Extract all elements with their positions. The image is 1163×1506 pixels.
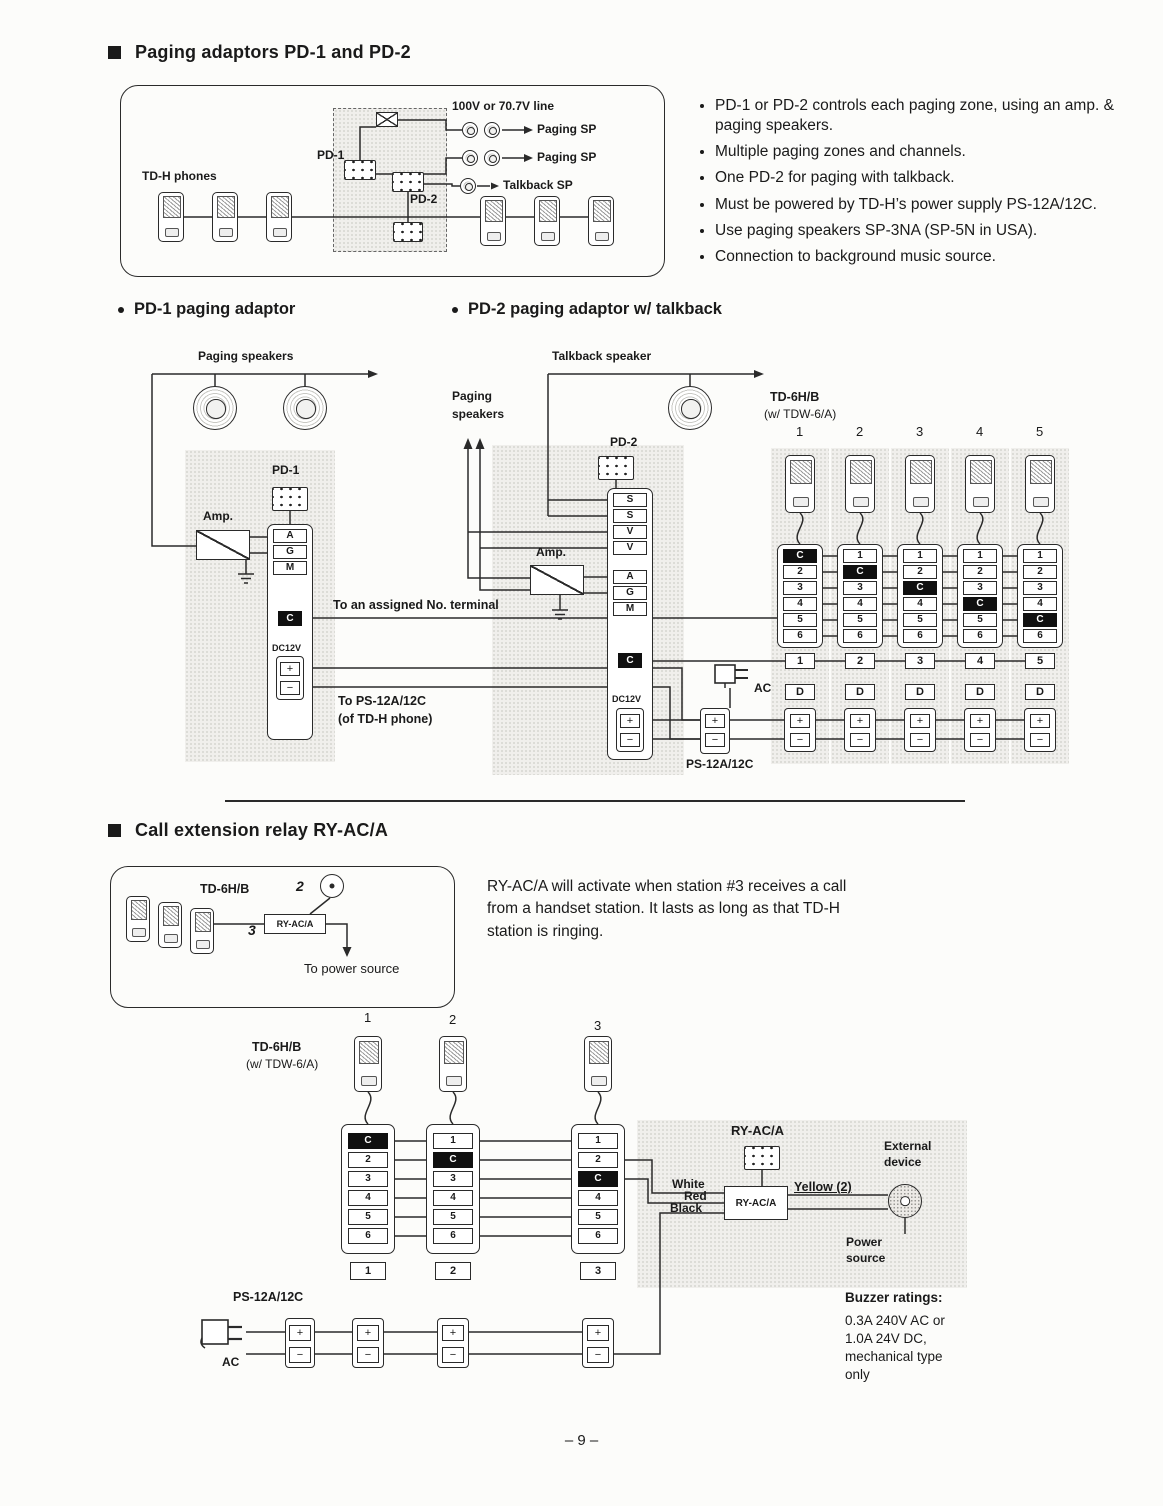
- terminal-cell: 5: [963, 613, 997, 627]
- section-title: Paging adaptors PD-1 and PD-2: [135, 42, 411, 62]
- station-number: 2: [856, 424, 864, 439]
- terminal-cell: 6: [348, 1228, 388, 1244]
- terminal-cell-c: C: [278, 611, 302, 626]
- terminal-cell: 4: [578, 1190, 618, 1206]
- feature-bullet-list: [695, 96, 1115, 273]
- line-voltage-label: 100V or 70.7V line: [452, 99, 555, 113]
- ac-plug-icon: [712, 660, 752, 692]
- terminal-cell: G: [613, 586, 647, 600]
- terminal-cell: 1: [578, 1133, 618, 1149]
- tdw-label: (w/ TDW-6/A): [764, 407, 837, 421]
- terminal-cell: A: [613, 570, 647, 584]
- terminal-cell: M: [273, 561, 307, 575]
- buzzer-ratings-line: mechanical type: [845, 1348, 943, 1364]
- terminal-cell: C: [963, 597, 997, 611]
- speaker-icon: [462, 122, 478, 138]
- plus-minus-terminals: [784, 708, 816, 752]
- phone-icon: [212, 192, 238, 242]
- phone-icon: [266, 192, 292, 242]
- station-number-terminal: 4: [965, 653, 995, 669]
- paging-sp-label: Paging SP: [537, 150, 597, 164]
- plus-terminal: +: [587, 1325, 609, 1341]
- speaker-icon: [484, 150, 500, 166]
- terminal-cell: S: [613, 509, 647, 523]
- terminal-cell: V: [613, 541, 647, 555]
- pd1-subsection-label: PD-1 paging adaptor: [134, 300, 296, 318]
- station-number-terminal: 2: [435, 1262, 471, 1280]
- terminal-cell: 3: [348, 1171, 388, 1187]
- station-number-terminal: 3: [905, 653, 935, 669]
- terminal-cell: 3: [433, 1171, 473, 1187]
- phone-icon: [190, 908, 214, 954]
- terminal-cell: 2: [578, 1152, 618, 1168]
- terminal-cell: 6: [903, 629, 937, 643]
- minus-terminal: −: [910, 733, 930, 747]
- terminal-cell: 5: [348, 1209, 388, 1225]
- terminal-cell: C: [783, 549, 817, 563]
- plus-minus-terminals: [276, 656, 304, 700]
- ac-label: AC: [222, 1355, 240, 1369]
- ryac-device-icon: [744, 1146, 780, 1170]
- phone-icon: [439, 1036, 467, 1092]
- amp-label: Amp.: [203, 509, 233, 523]
- speaker-icon: [484, 122, 500, 138]
- terminal-cell: 1: [433, 1133, 473, 1149]
- speaker-icon: [193, 386, 237, 430]
- station-number-terminal: 3: [580, 1262, 616, 1280]
- paging-speakers-mid-label: Paging: [452, 389, 493, 403]
- pd1-device-icon: [272, 487, 308, 511]
- buzzer-ratings-title: Buzzer ratings:: [845, 1290, 943, 1305]
- section-square-icon: [108, 46, 121, 59]
- talkback-sp-label: Talkback SP: [503, 178, 573, 192]
- terminal-cell: 2: [348, 1152, 388, 1168]
- terminal-cell: G: [273, 545, 307, 559]
- relay-description: RY-AC/A will activate when station #3 receives a call from a handset station. It lasts as long as that TD-H station is ringing.: [487, 878, 847, 940]
- yellow-wire-label: Yellow (2): [794, 1180, 852, 1194]
- buzzer-icon: [888, 1184, 922, 1218]
- dc12v-label: DC12V: [612, 694, 642, 704]
- station-number-terminal: 5: [1025, 653, 1055, 669]
- terminal-cell: 6: [433, 1228, 473, 1244]
- station-number: 1: [796, 424, 804, 439]
- buzzer-icon: [320, 874, 344, 898]
- terminal-cell: C: [348, 1133, 388, 1149]
- phone-icon: [785, 455, 815, 513]
- tdw-label: (w/ TDW-6/A): [246, 1057, 319, 1071]
- plus-minus-terminals: [616, 708, 644, 752]
- pd2-device-icon: [598, 456, 634, 480]
- door-terminal: D: [1025, 684, 1055, 700]
- phone-icon: [584, 1036, 612, 1092]
- ryac-relay-box: RY-AC/A: [264, 914, 326, 934]
- terminal-cell: 1: [843, 549, 877, 563]
- bullet-item: • PD-1 or PD-2 controls each paging zone, using an amp. & paging speakers.: [715, 96, 1115, 136]
- minus-terminal: −: [1030, 733, 1050, 747]
- to-ps-label2: (of TD-H phone): [338, 712, 433, 726]
- terminal-cell: 3: [1023, 581, 1057, 595]
- td6hb-label: TD-6H/B: [770, 390, 820, 404]
- station-number-terminal: 1: [785, 653, 815, 669]
- minus-terminal: −: [850, 733, 870, 747]
- amp-icon: [196, 530, 250, 560]
- terminal-cell: 5: [578, 1209, 618, 1225]
- ac-label: AC: [754, 681, 772, 695]
- pd1-device-icon: [344, 160, 376, 180]
- terminal-cell: 2: [1023, 565, 1057, 579]
- plus-terminal: +: [280, 662, 300, 676]
- phone-icon: [965, 455, 995, 513]
- terminal-cell: 6: [963, 629, 997, 643]
- td6hb-label: TD-6H/B: [200, 882, 250, 896]
- plus-terminal: +: [442, 1325, 464, 1341]
- phone-icon: [534, 196, 560, 246]
- terminal-cell: C: [1023, 613, 1057, 627]
- buzzer-ratings-line: 1.0A 24V DC,: [845, 1330, 927, 1346]
- section-heading-call-extension-relay: [108, 820, 388, 841]
- phone-icon: [1025, 455, 1055, 513]
- power-source-label2: source: [846, 1251, 886, 1265]
- pd2-device-icon: [392, 172, 424, 192]
- buzzer-ratings-line: 0.3A 240V AC or: [845, 1312, 945, 1328]
- ps-label: PS-12A/12C: [686, 757, 754, 771]
- minus-terminal: −: [442, 1347, 464, 1363]
- phone-icon: [845, 455, 875, 513]
- bullet-item: • Use paging speakers SP-3NA (SP-5N in USA).: [715, 221, 1115, 241]
- terminal-cell: 5: [433, 1209, 473, 1225]
- terminal-cell: M: [613, 602, 647, 616]
- minus-terminal: −: [280, 681, 300, 695]
- terminal-cell: 4: [783, 597, 817, 611]
- phone-icon: [158, 902, 182, 948]
- terminal-cell: C: [578, 1171, 618, 1187]
- ps-plus-minus-terminals: [700, 708, 730, 754]
- station3-number: 3: [248, 922, 256, 938]
- phone-icon: [905, 455, 935, 513]
- bullet-item: • Connection to background music source.: [715, 247, 1115, 267]
- terminal-cell: 3: [843, 581, 877, 595]
- buzzer-ratings-line: only: [845, 1367, 870, 1383]
- speaker-icon: [668, 386, 712, 430]
- terminal-cell: V: [613, 525, 647, 539]
- buzzer-ratings: [845, 1290, 945, 1384]
- terminal-cell: 4: [1023, 597, 1057, 611]
- minus-terminal: −: [970, 733, 990, 747]
- terminal-cell: 3: [783, 581, 817, 595]
- terminal-cell: 2: [783, 565, 817, 579]
- plus-terminal: +: [289, 1325, 311, 1341]
- td6hb-label: TD-6H/B: [252, 1040, 302, 1054]
- speaker-icon: [460, 178, 476, 194]
- terminal-cell: 5: [903, 613, 937, 627]
- station-number-terminal: 1: [350, 1262, 386, 1280]
- terminal-cell: 4: [843, 597, 877, 611]
- minus-terminal: −: [357, 1347, 379, 1363]
- minus-terminal: −: [705, 733, 725, 747]
- black-wire-label: Black: [670, 1201, 703, 1215]
- to-ps-label: To PS-12A/12C: [338, 694, 426, 708]
- terminal-cell: 1: [903, 549, 937, 563]
- terminal-cell-c: C: [618, 653, 642, 668]
- plus-minus-terminals: [964, 708, 996, 752]
- plus-terminal: +: [1030, 714, 1050, 728]
- station-number: 5: [1036, 424, 1044, 439]
- external-device-label: External: [884, 1139, 932, 1153]
- pd1-label: PD-1: [317, 148, 345, 162]
- station-number: 1: [364, 1010, 372, 1025]
- door-terminal: D: [905, 684, 935, 700]
- terminal-cell: 1: [963, 549, 997, 563]
- bullet-item: • One PD-2 for paging with talkback.: [715, 168, 1115, 188]
- plus-minus-terminals: [437, 1318, 469, 1368]
- minus-terminal: −: [620, 733, 640, 747]
- plus-minus-terminals: [844, 708, 876, 752]
- station-number: 4: [976, 424, 984, 439]
- tdh-phones-label: TD-H phones: [142, 169, 217, 183]
- minus-terminal: −: [289, 1347, 311, 1363]
- ryac-relay-box: RY-AC/A: [724, 1186, 788, 1220]
- pd2-subsection-title: [452, 300, 722, 319]
- door-terminal: D: [965, 684, 995, 700]
- station-number-terminal: 2: [845, 653, 875, 669]
- speaker-icon: [462, 150, 478, 166]
- page-number: – 9 –: [564, 1432, 599, 1449]
- terminal-cell: 2: [903, 565, 937, 579]
- ps-plus-minus-terminals: [285, 1318, 315, 1368]
- transformer-icon: [376, 112, 398, 127]
- pd2-label: PD-2: [410, 192, 438, 206]
- terminal-cell: 1: [1023, 549, 1057, 563]
- terminal-cell: 4: [433, 1190, 473, 1206]
- paging-speakers-label: Paging speakers: [198, 349, 294, 363]
- terminal-cell: 5: [843, 613, 877, 627]
- to-power-source-label: To power source: [304, 961, 400, 976]
- door-terminal: D: [785, 684, 815, 700]
- plus-terminal: +: [357, 1325, 379, 1341]
- paging-sp-label: Paging SP: [537, 122, 597, 136]
- terminal-cell: 6: [783, 629, 817, 643]
- station-number: 3: [594, 1018, 602, 1033]
- door-terminal: D: [845, 684, 875, 700]
- phone-icon: [588, 196, 614, 246]
- phone-icon: [480, 196, 506, 246]
- terminal-cell: 6: [843, 629, 877, 643]
- station-number: 2: [449, 1012, 457, 1027]
- bullet-item: • Must be powered by TD-H’s power supply PS-12A/12C.: [715, 195, 1115, 215]
- dc12v-label: DC12V: [272, 643, 302, 653]
- terminal-cell: 3: [963, 581, 997, 595]
- terminal-cell: 2: [963, 565, 997, 579]
- section-square-icon: [108, 824, 121, 837]
- ac-plug-icon: [198, 1314, 246, 1352]
- terminal-cell: 5: [783, 613, 817, 627]
- station-number: 3: [916, 424, 924, 439]
- terminal-cell: S: [613, 493, 647, 507]
- terminal-cell: C: [433, 1152, 473, 1168]
- plus-minus-terminals: [1024, 708, 1056, 752]
- pd2-label: PD-2: [610, 435, 638, 449]
- terminal-cell: 4: [348, 1190, 388, 1206]
- plus-terminal: +: [970, 714, 990, 728]
- minus-terminal: −: [587, 1347, 609, 1363]
- terminal-cell: A: [273, 529, 307, 543]
- bullet-dot-icon: [452, 307, 458, 313]
- amp-icon: [530, 565, 584, 595]
- plus-terminal: +: [910, 714, 930, 728]
- terminal-cell: 4: [903, 597, 937, 611]
- terminal-cell: 6: [578, 1228, 618, 1244]
- pd1-subsection-title: [118, 300, 295, 319]
- ps-label: PS-12A/12C: [233, 1290, 304, 1304]
- power-source-label: Power: [846, 1235, 883, 1249]
- section-heading-paging-adaptors: [108, 42, 411, 63]
- red-wire-label: Red: [684, 1189, 707, 1203]
- terminal-cell: C: [903, 581, 937, 595]
- external-device-label2: device: [884, 1155, 922, 1169]
- pd1-label: PD-1: [272, 463, 300, 477]
- pd2-subsection-label: PD-2 paging adaptor w/ talkback: [468, 300, 722, 318]
- plus-terminal: +: [705, 714, 725, 728]
- terminal-cell: 6: [1023, 629, 1057, 643]
- section-title: Call extension relay RY-AC/A: [135, 820, 389, 840]
- paging-speakers-mid-label2: speakers: [452, 407, 505, 421]
- bullet-dot-icon: [118, 307, 124, 313]
- terminal-cell: C: [843, 565, 877, 579]
- pd2-power-device-icon: [393, 222, 423, 242]
- bullet-item: • Multiple paging zones and channels.: [715, 142, 1115, 162]
- ryac-title-label: RY-AC/A: [731, 1123, 784, 1138]
- talkback-speaker-label: Talkback speaker: [552, 349, 652, 363]
- plus-minus-terminals: [352, 1318, 384, 1368]
- phone-icon: [354, 1036, 382, 1092]
- assigned-terminal-label: To an assigned No. terminal: [333, 598, 499, 612]
- phone-icon: [126, 896, 150, 942]
- plus-minus-terminals: [582, 1318, 614, 1368]
- plus-terminal: +: [790, 714, 810, 728]
- minus-terminal: −: [790, 733, 810, 747]
- white-wire-label: White: [672, 1177, 705, 1191]
- plus-terminal: +: [620, 714, 640, 728]
- speaker-icon: [283, 386, 327, 430]
- phone-icon: [158, 192, 184, 242]
- station2-number: 2: [296, 878, 304, 894]
- amp-label: Amp.: [536, 545, 566, 559]
- plus-terminal: +: [850, 714, 870, 728]
- plus-minus-terminals: [904, 708, 936, 752]
